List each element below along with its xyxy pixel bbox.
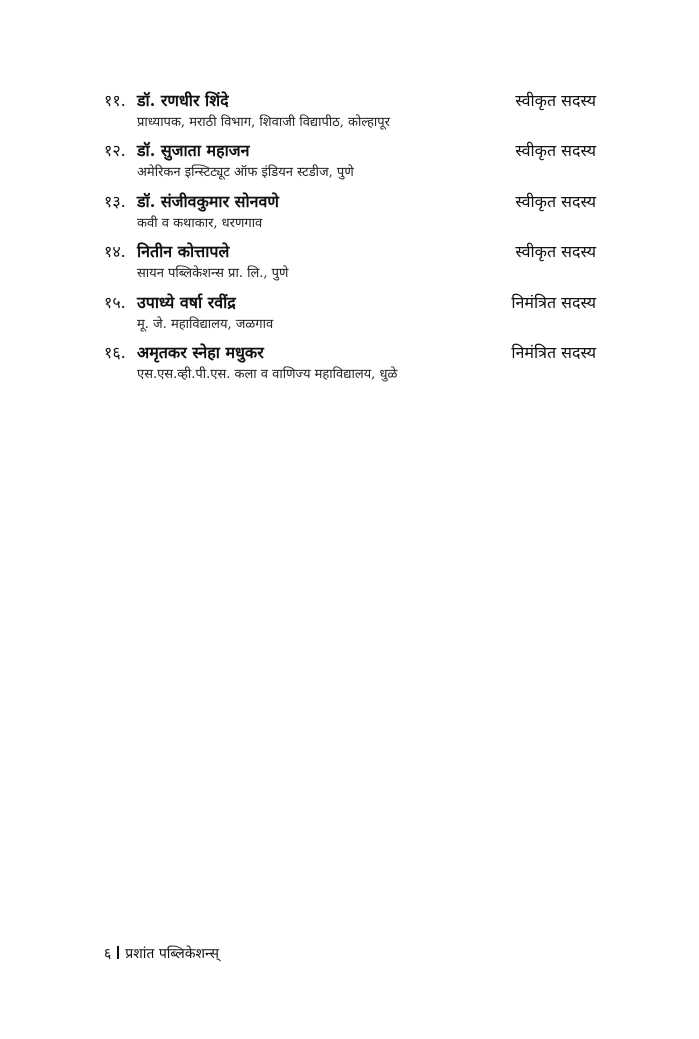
publisher-name: प्रशांत पब्लिकेशन्स् [125, 946, 219, 962]
member-affiliation: कवी व कथाकार, धरणगाव [137, 215, 263, 231]
member-role: स्वीकृत सदस्य [515, 141, 596, 161]
member-name: अमृतकर स्नेहा मधुकर [137, 342, 264, 362]
member-affiliation: एस.एस.व्ही.पी.एस. कला व वाणिज्य महाविद्यालय, धुळे [137, 366, 398, 382]
member-affiliation: सायन पब्लिकेशन्स प्रा. लि., पुणे [137, 266, 289, 282]
member-entry [104, 88, 596, 138]
member-name: डॉ. सुजाता महाजन [137, 141, 250, 161]
member-number: १४. [104, 242, 126, 262]
member-name: डॉ. रणधीर शिंदे [137, 91, 229, 110]
member-number: १३. [104, 191, 126, 211]
member-role: स्वीकृत सदस्य [515, 91, 596, 110]
member-role: निमंत्रित सदस्य [511, 342, 596, 362]
member-number: ११. [104, 91, 126, 110]
member-role: निमंत्रित सदस्य [511, 292, 596, 312]
member-entry [104, 138, 596, 188]
footer-separator [117, 946, 119, 959]
member-number: १२. [104, 141, 126, 161]
member-name: उपाध्ये वर्षा रवींद्र [137, 292, 236, 312]
member-affiliation: मू. जे. महाविद्यालय, जळगाव [137, 316, 274, 332]
page-footer [104, 944, 219, 964]
member-affiliation: प्राध्यापक, मराठी विभाग, शिवाजी विद्यापीठ, कोल्हापूर [137, 115, 390, 130]
member-number: १६. [104, 342, 126, 362]
member-name: नितीन कोत्तापले [137, 242, 230, 262]
member-entry [104, 189, 596, 239]
member-affiliation: अमेरिकन इन्स्टिट्यूट ऑफ इंडियन स्टडीज, पुणे [137, 165, 354, 181]
member-name: डॉ. संजीवकुमार सोनवणे [137, 191, 279, 211]
member-entry [104, 239, 596, 289]
page-number: ६ [104, 946, 112, 962]
member-entry [104, 290, 596, 340]
member-role: स्वीकृत सदस्य [515, 242, 596, 262]
member-number: १५. [104, 292, 126, 312]
member-entry [104, 340, 596, 390]
member-role: स्वीकृत सदस्य [515, 191, 596, 211]
member-list [104, 88, 596, 390]
